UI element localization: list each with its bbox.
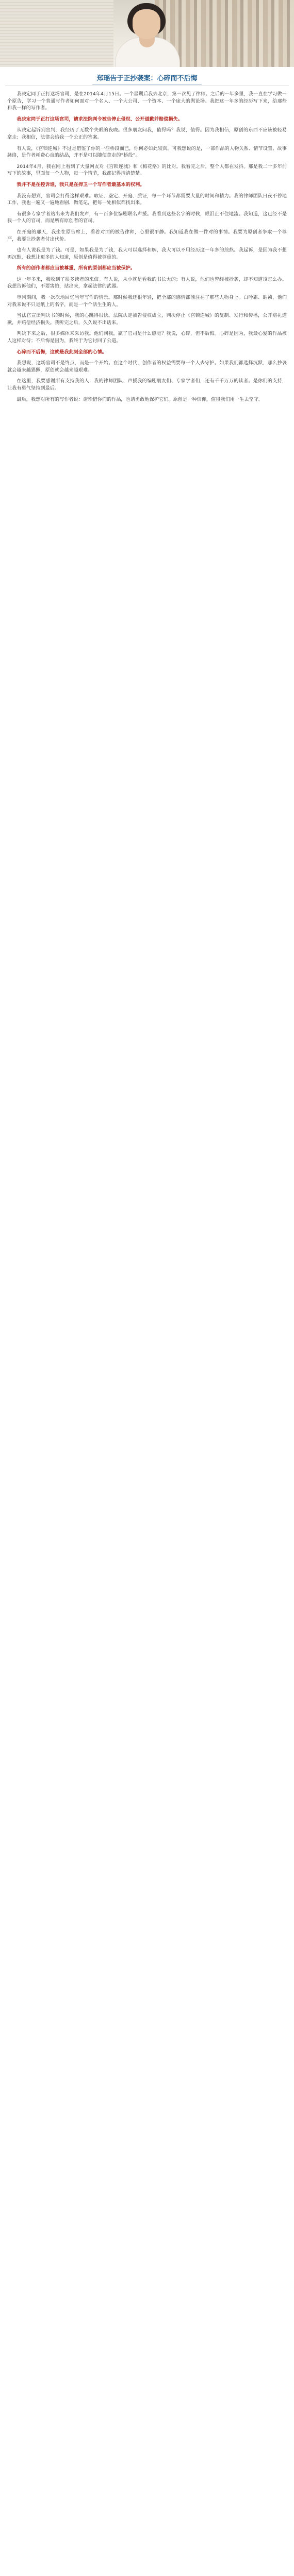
- paragraph: 最后，我想对所有的写作者说：请珍惜你们的作品，也请勇敢地保护它们。原创是一种信仰，值得我们用一生去坚守。: [17, 396, 264, 402]
- highlight-paragraph: 所有的创作者都应当被尊重，所有的原创都应当被保护。: [17, 265, 136, 272]
- paragraph: 也有人说我是为了钱。可是，如果我是为了钱，我大可以选择和解，我大可以不用经历这一年多的煎熬。我起诉，是因为我不想再沉默，我想让更多的人知道，原创是值得被尊重的。: [7, 247, 287, 260]
- paragraph: 这一年多来，我收到了很多读者的来信。有人说，从小就是看我的书长大的；有人说，他们也曾经被抄袭，却不知道该怎么办。我想告诉他们，不要害怕，站出来，拿起法律的武器。: [7, 276, 287, 290]
- paragraph: 有很多专家学者站出来为我们发声，有一百多位编剧联名声援。我看到这些名字的时候，眼泪止不住地流。我知道，这已经不是我一个人的官司，而是所有原创者的官司。: [7, 211, 287, 224]
- paragraph: 判决下来之后，很多媒体来采访我。他们问我，赢了官司是什么感觉？我说，心碎，但不后悔。心碎是因为，我最心爱的作品被人这样对待；不后悔是因为，我终于为它讨回了公道。: [7, 331, 287, 344]
- highlight-paragraph: 我并不是在控诉谁，我只是在捍卫一个写作者最基本的权利。: [17, 181, 145, 188]
- title-bar: [0, 68, 294, 86]
- paragraph: 有人说，《宫锁连城》不过是借鉴了你的一些桥段而已，你何必如此较真。可我想说的是，一部作品的人物关系、情节设置、故事脉络，是作者耗费心血的结晶，并不是可以随便拿走的“桥段”。: [7, 145, 287, 159]
- window-blind: [0, 0, 113, 67]
- highlight-paragraph: 心碎而不后悔，这就是我此刻全部的心情。: [17, 349, 107, 355]
- paragraph: 审判期间，我一次次地回忆当年写作的情景。那时候我还很年轻，把全部的感情都倾注在了那些人物身上。白吟霜、皓祯，他们对我来说不只是纸上的名字，而是一个个活生生的人。: [7, 295, 287, 308]
- paragraph: 我想说，这场官司不是终点，而是一个开始。在这个时代，创作者的权益需要每一个人去守护。如果我们都选择沉默，那么抄袭就会越来越猖獗，原创就会越来越艰难。: [7, 360, 287, 373]
- paragraph: 2014年4月，我在网上看到了大量网友对《宫锁连城》和《梅花烙》的比对。我看完之后，整个人都在发抖。那是我二十多年前写下的故事，里面每一个人物，每一个情节，我都记得清清楚楚。: [7, 163, 287, 177]
- paragraph: 当法官宣读判决书的时候，我的心跳得很快。法院认定被告侵权成立，判决停止《宫锁连城》的复制、发行和传播，公开赔礼道歉，并赔偿经济损失。我听完之后，久久说不出话来。: [7, 313, 287, 326]
- paragraph: 从决定起诉到宣判，我经历了无数个失眠的夜晚。很多朋友问我，值得吗？我说，值得。因为我相信，原创的东西不应该被轻易拿走；我相信，法律会给我一个公正的答案。: [7, 127, 287, 140]
- article-body: [7, 91, 287, 407]
- paragraph: 在这里，我要感谢所有支持我的人：我的律师团队、声援我的编剧朋友们、专家学者们，还有千千万万的读者。是你们的支持，让我有勇气坚持到最后。: [7, 378, 287, 391]
- author-photo: [0, 0, 294, 67]
- author-portrait: [111, 3, 183, 67]
- paragraph: 我决定同于正打这场官司，是在2014年4月15日。一个星期后我去北京，第一次见了律师。之后的一年多里，我一直在学习做一个原告，学习一个普通写作者如何面对一个名人、一个大公司、一个资本、一个庞大的舆论场。我把这一年多的经历写下来，给那些和我一样的写作者。: [7, 91, 287, 111]
- paragraph: 在开庭的那天，我坐在原告席上，看着对面的被告律师，心里很平静。我知道我在做一件对的事情。我要为原创者争取一个尊严，我要让抄袭者付出代价。: [7, 229, 287, 242]
- paragraph: 我没有想到，官司会打得这样艰难。取证、鉴定、开庭、质证，每一个环节都需要大量的时间和精力。我的律师团队日夜不停地工作，我也一遍又一遍地看剧、做笔记，把每一处相似都找出来。: [7, 193, 287, 206]
- highlight-paragraph: 我决定同于正打这场官司，请求法院判令被告停止侵权、公开道歉并赔偿损失。: [17, 116, 183, 122]
- article-title: 郑瑶告于正抄袭案：心碎而不后悔: [92, 71, 201, 84]
